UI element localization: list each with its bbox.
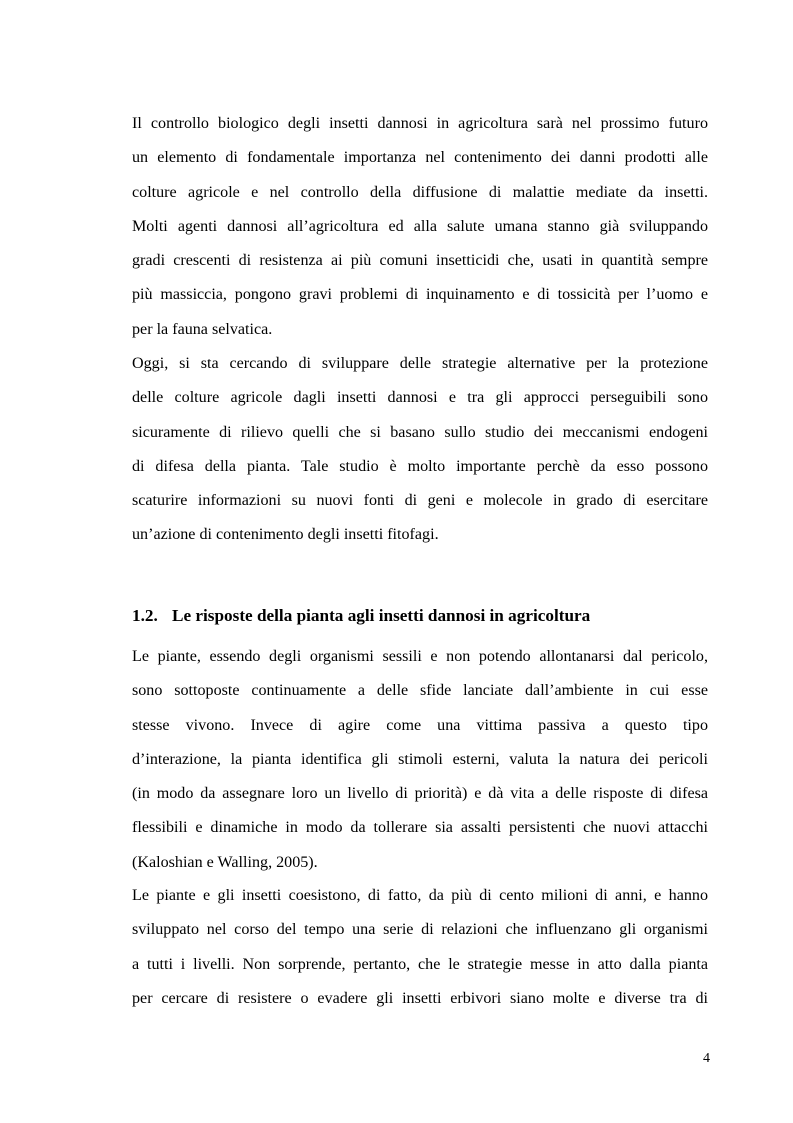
text-line: stesse vivono. Invece di agire come una vittima passiva a questo tipo <box>132 716 708 734</box>
text-line: per cercare di resistere o evadere gli insetti erbivori siano molte e diverse tra di <box>132 989 708 1007</box>
text-line: scaturire informazioni su nuovi fonti di geni e molecole in grado di esercitare <box>132 492 708 510</box>
text-line: (Kaloshian e Walling, 2005). <box>132 853 318 871</box>
text-line: sicuramente di rilievo quelli che si basano sullo studio dei meccanismi endogeni <box>132 423 708 441</box>
text-line: un elemento di fondamentale importanza nel contenimento dei danni prodotti alle <box>132 149 708 167</box>
text-line: Il controllo biologico degli insetti dannosi in agricoltura sarà nel prossimo futuro <box>132 115 708 132</box>
text-line: sviluppato nel corso del tempo una serie di relazioni che influenzano gli organismi <box>132 921 708 939</box>
paragraph-biological-control <box>132 107 708 347</box>
section-title: Le risposte della pianta agli insetti dannosi in agricoltura <box>172 606 591 625</box>
text-line: per la fauna selvatica. <box>132 320 273 338</box>
text-line: più massiccia, pongono gravi problemi di inquinamento e di tossicità per l’uomo e <box>132 286 708 304</box>
text-line: (in modo da assegnare loro un livello di priorità) e dà vita a delle risposte di difesa <box>132 785 708 803</box>
text-line: a tutti i livelli. Non sorprende, pertanto, che le strategie messe in atto dalla pianta <box>132 955 708 973</box>
text-line: Le piante, essendo degli organismi sessili e non potendo allontanarsi dal pericolo, <box>132 648 708 665</box>
text-line: flessibili e dinamiche in modo da tollerare sia assalti persistenti che nuovi attacchi <box>132 819 708 837</box>
page-number: 4 <box>703 1051 710 1066</box>
paragraph-alternative-strategies <box>132 347 708 553</box>
text-line: Oggi, si sta cercando di sviluppare delle strategie alternative per la protezione <box>132 355 708 372</box>
text-line: Le piante e gli insetti coesistono, di fatto, da più di cento milioni di anni, e hanno <box>132 887 708 904</box>
paragraph-coexistence <box>132 879 708 1016</box>
section-number: 1.2. <box>132 606 158 625</box>
section-heading <box>132 603 590 629</box>
text-line: gradi crescenti di resistenza ai più comuni insetticidi che, usati in quantità sempre <box>132 252 708 270</box>
text-line: colture agricole e nel controllo della diffusione di malattie mediate da insetti. <box>132 183 708 201</box>
text-line: un’azione di contenimento degli insetti fitofagi. <box>132 526 439 544</box>
text-line: delle colture agricole dagli insetti dannosi e tra gli approcci perseguibili sono <box>132 389 708 407</box>
text-line: di difesa della pianta. Tale studio è molto importante perchè da esso possono <box>132 457 708 475</box>
paragraph-plant-responses <box>132 640 708 880</box>
text-line: d’interazione, la pianta identifica gli stimoli esterni, valuta la natura dei pericoli <box>132 750 708 768</box>
text-line: Molti agenti dannosi all’agricoltura ed alla salute umana stanno già sviluppando <box>132 217 708 235</box>
text-line: sono sottoposte continuamente a delle sfide lanciate dall’ambiente in cui esse <box>132 682 708 700</box>
